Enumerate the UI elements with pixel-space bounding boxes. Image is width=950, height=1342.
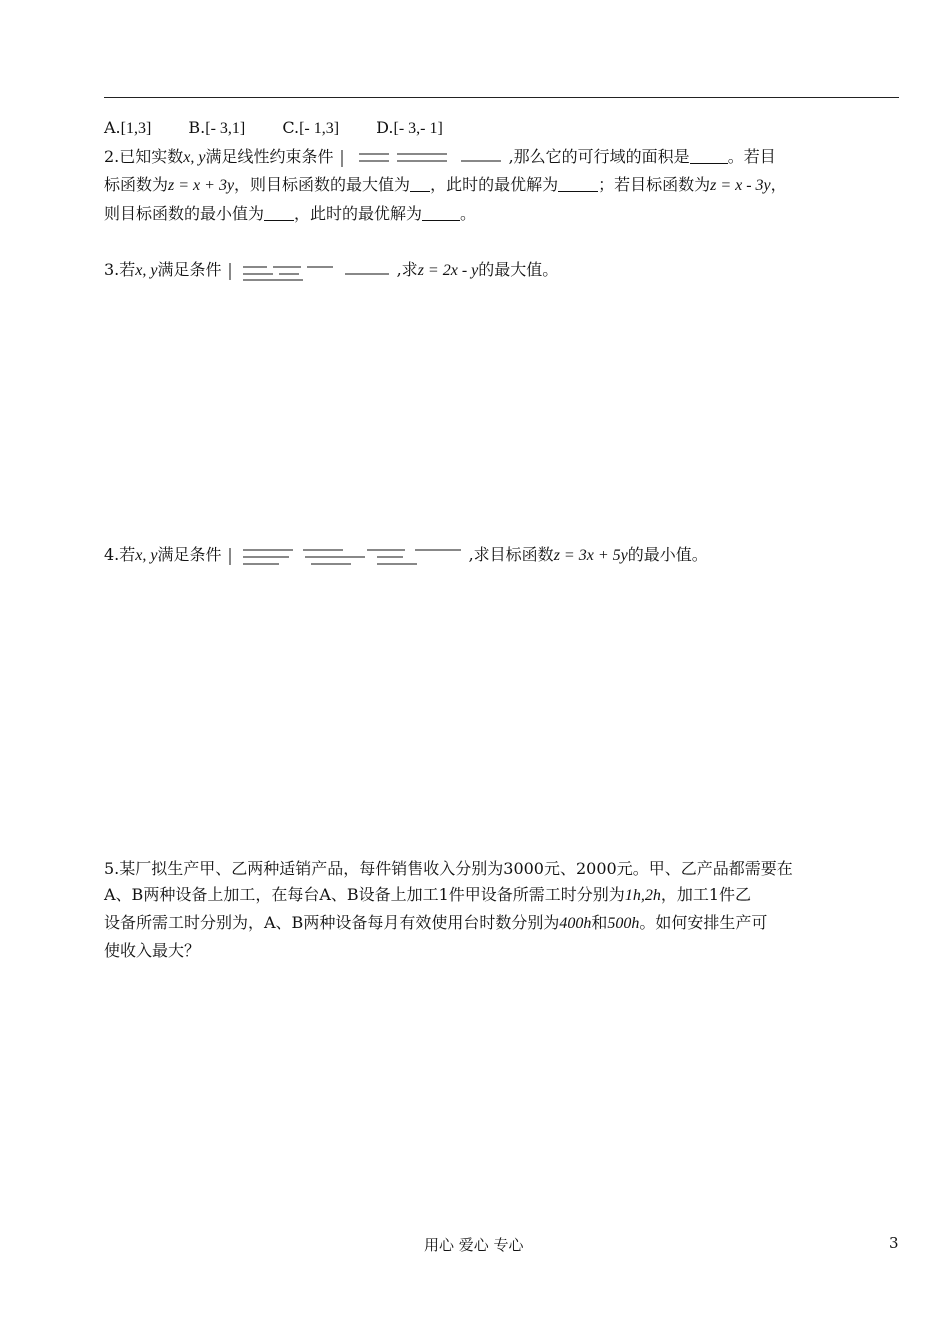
option-a: A.[1,3] [104,118,152,137]
q2-line-3: 则目标函数的最小值为 ，此时的最优解为 。 [104,204,477,223]
page-number: 3 [889,1234,899,1252]
q1-options [104,116,475,141]
answer-blank-max [410,175,430,192]
option-c: C.[- 1,3] [282,118,340,137]
option-d: D.[- 3,- 1] [376,118,443,137]
constraint-system-image [339,147,509,169]
header-rule [104,97,899,98]
q2-line-2: 标函数为z = x + 3y，则目标函数的最大值为 ，此时的最优解为 ；若目标函数为z = x - 3y， [104,175,787,194]
answer-blank-solution-2 [422,204,460,221]
q3-line: 3.若x, y满足条件 ,求z = 2x - y的最大值。 [104,258,558,283]
option-b: B.[- 3,1] [188,118,246,137]
q5-line-3: 设备所需工时分别为，A、B两种设备每月有效使用台时数分别为400h和500h。如何安排生产可 [104,913,768,932]
q5-line-1: 5.某厂拟生产甲、乙两种适销产品，每件销售收入分别为3000元、2000元。甲、乙产品都需要在 [104,859,793,878]
answer-blank-min [264,204,294,221]
q4-line: 4.若x, y满足条件 ,求目标函数z = 3x + 5y的最小值。 [104,543,708,568]
constraint-system-image [227,260,397,282]
constraint-system-image [227,545,469,567]
footer-motto: 用心 爱心 专心 [424,1236,524,1254]
answer-blank-solution-1 [558,175,598,192]
q2-line-1: 2.已知实数x, y满足线性约束条件 ,那么它的可行域的面积是 。若目 [104,145,776,170]
q5-line-2: A、B两种设备上加工，在每台A、B设备上加工1件甲设备所需工时分别为1h,2h，加工1件乙 [104,885,751,904]
answer-blank-area [690,147,728,164]
q5-line-4: 使收入最大？ [104,941,201,960]
